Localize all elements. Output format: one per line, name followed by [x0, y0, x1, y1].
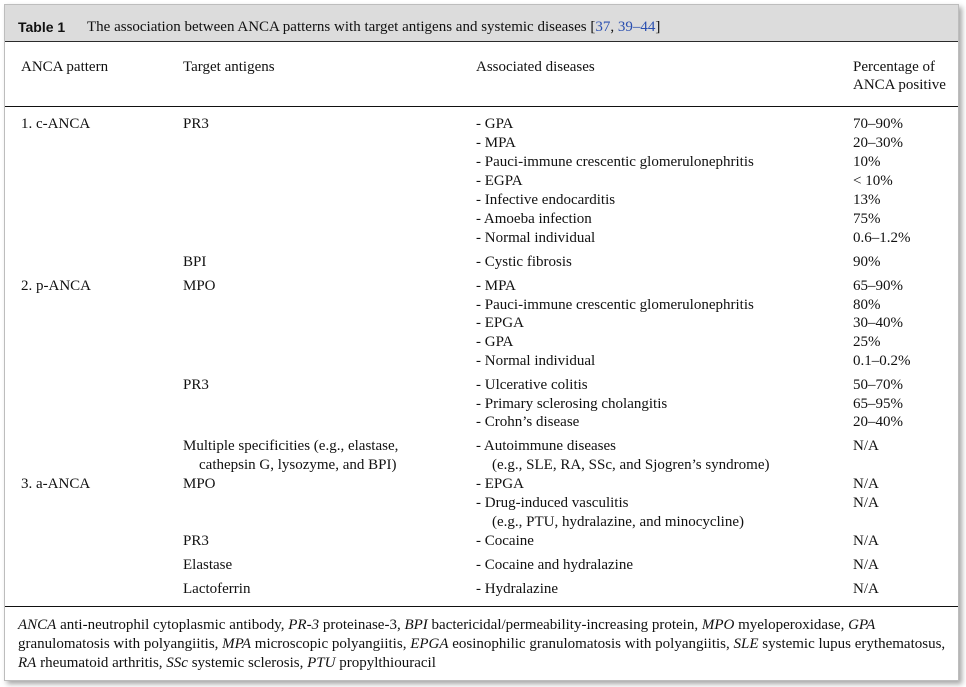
antigen-cell-cont: cathepsin G, lysozyme, and BPI)	[199, 457, 397, 473]
percent-cell: N/A	[853, 581, 879, 597]
abbreviation-footnote: ANCA anti-neutrophil cytoplasmic antibody, PR-3 proteinase-3, BPI bactericidal/permeability-increasing protein, MPO myeloperoxidase, GPA granulomatosis with polyangiitis, MPA microscopic polyangiitis, EPGA eosinophilic granulomatosis with polyangiitis, SLE systemic lupus erythematosus, RA rheumatoid arthritis, SSc systemic sclerosis, PTU propylthiouracil	[18, 617, 946, 671]
antigen-cell: Multiple specificities (e.g., elastase,	[183, 438, 399, 454]
disease-cell: - Crohn’s disease	[476, 414, 580, 430]
percent-cell: 0.6–1.2%	[853, 230, 911, 246]
table-frame	[4, 4, 959, 681]
antigen-cell: PR3	[183, 377, 209, 393]
percent-cell: 65–95%	[853, 396, 903, 412]
disease-cell-cont: (e.g., SLE, RA, SSc, and Sjogren’s syndrome)	[492, 457, 770, 473]
disease-cell: - Ulcerative colitis	[476, 377, 588, 393]
disease-cell: - Infective endocarditis	[476, 192, 616, 208]
disease-cell: - EGPA	[476, 173, 523, 189]
disease-cell: - Pauci-immune crescentic glomerulonephritis	[476, 154, 754, 170]
disease-cell: - GPA	[476, 334, 514, 350]
percent-cell: 0.1–0.2%	[853, 353, 911, 369]
percent-cell: N/A	[853, 495, 879, 511]
disease-cell: - Drug-induced vasculitis	[476, 495, 629, 511]
table-header	[5, 54, 958, 107]
percent-cell: N/A	[853, 533, 879, 549]
table-caption	[5, 5, 958, 42]
percent-cell: 10%	[853, 154, 881, 170]
percent-cell: 25%	[853, 334, 881, 350]
percent-cell: N/A	[853, 557, 879, 573]
antigen-cell: PR3	[183, 533, 209, 549]
percent-cell: 20–40%	[853, 414, 903, 430]
antigen-cell: MPO	[183, 476, 216, 492]
percent-cell: 90%	[853, 254, 881, 270]
disease-cell-cont: (e.g., PTU, hydralazine, and minocycline)	[492, 514, 744, 530]
antigen-cell: Elastase	[183, 557, 233, 573]
disease-cell: - Amoeba infection	[476, 211, 592, 227]
table-label: Table 1	[18, 19, 66, 35]
percent-cell: N/A	[853, 476, 879, 492]
percent-cell: 70–90%	[853, 116, 903, 132]
antigen-cell: PR3	[183, 116, 209, 132]
table-footer	[5, 606, 958, 671]
percent-cell: 65–90%	[853, 278, 903, 294]
antigen-cell: BPI	[183, 254, 207, 270]
disease-cell: - EPGA	[476, 476, 524, 492]
percent-cell: 13%	[853, 192, 881, 208]
percent-cell: < 10%	[853, 173, 893, 189]
header-target-antigens: Target antigens	[183, 59, 275, 75]
disease-cell: - Pauci-immune crescentic glomerulonephritis	[476, 297, 754, 313]
percent-cell: N/A	[853, 438, 879, 454]
disease-cell: - Normal individual	[476, 230, 596, 246]
percent-cell: 30–40%	[853, 315, 903, 331]
header-anca-pattern: ANCA pattern	[21, 59, 109, 75]
ref-link-39-44[interactable]: 39–44	[617, 19, 656, 35]
disease-cell: - MPA	[476, 278, 516, 294]
disease-cell: - Autoimmune diseases	[476, 438, 616, 454]
antigen-cell: MPO	[183, 278, 216, 294]
pattern-c-anca: 1. c-ANCA	[21, 116, 91, 132]
header-percentage: Percentage of ANCA positive	[853, 59, 946, 93]
percent-cell: 50–70%	[853, 377, 903, 393]
disease-cell: - GPA	[476, 116, 514, 132]
percent-cell: 80%	[853, 297, 881, 313]
pattern-p-anca: 2. p-ANCA	[21, 278, 91, 294]
percent-cell: 20–30%	[853, 135, 903, 151]
pattern-a-anca: 3. a-ANCA	[21, 476, 91, 492]
disease-cell: - EPGA	[476, 315, 524, 331]
disease-cell: - Cocaine and hydralazine	[476, 557, 634, 573]
disease-cell: - Normal individual	[476, 353, 596, 369]
percent-cell: 75%	[853, 211, 881, 227]
disease-cell: - MPA	[476, 135, 516, 151]
disease-cell: - Primary sclerosing cholangitis	[476, 396, 668, 412]
caption-text: The association between ANCA patterns with target antigens and systemic diseases [37, 39–44]	[87, 19, 661, 35]
header-associated-diseases: Associated diseases	[476, 59, 595, 75]
antigen-cell: Lactoferrin	[183, 581, 251, 597]
disease-cell: - Cocaine	[476, 533, 534, 549]
disease-cell: - Cystic fibrosis	[476, 254, 572, 270]
disease-cell: - Hydralazine	[476, 581, 559, 597]
ref-link-37[interactable]: 37	[595, 19, 611, 35]
